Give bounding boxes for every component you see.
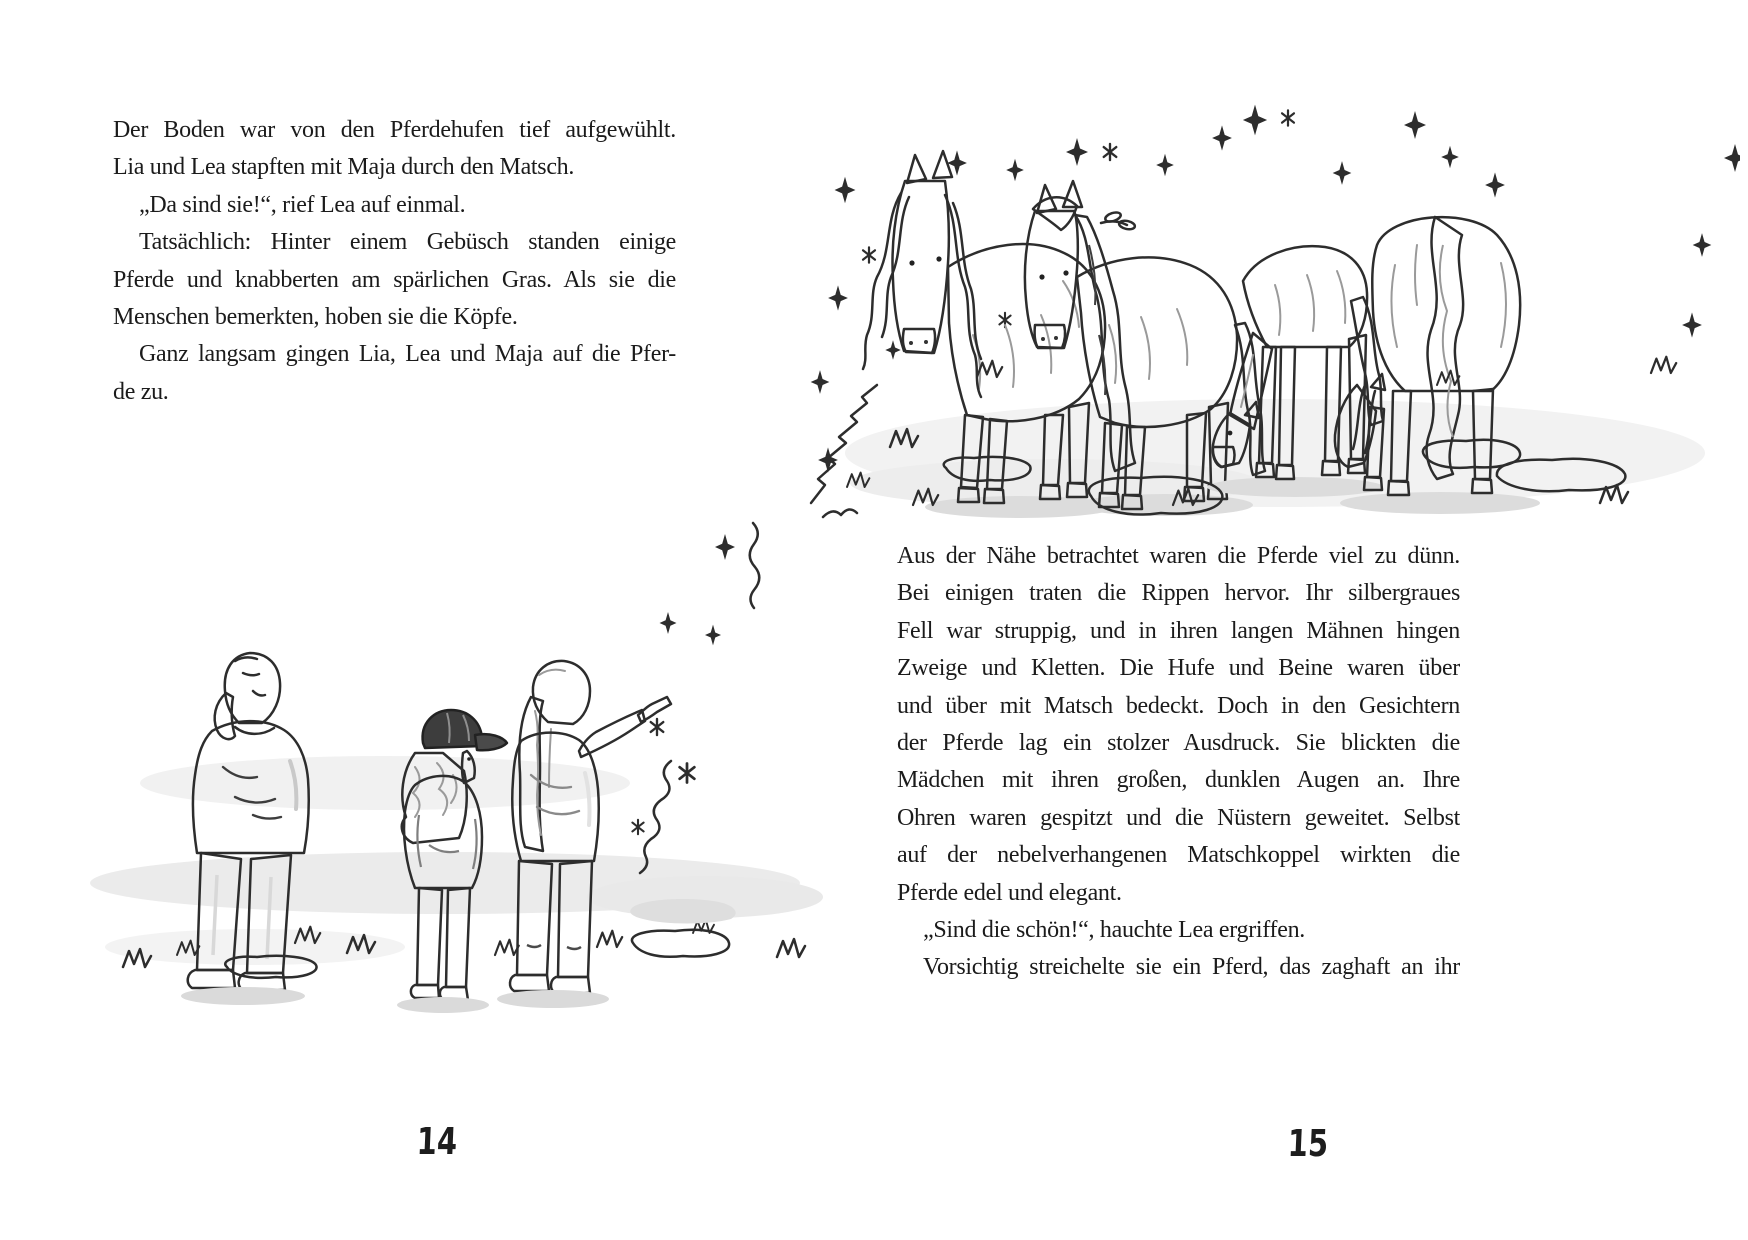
- text-line: Menschen bemerkten, hoben sie die Köpfe.: [113, 304, 518, 331]
- text-line: Ganz langsam gingen Lia, Lea und Maja auf die Pfer-: [139, 341, 676, 368]
- horse-ear: [907, 155, 926, 183]
- puddle: [632, 930, 729, 957]
- twig-in-mane: [1101, 211, 1136, 231]
- horse-muzzle: [903, 329, 935, 353]
- text-line: Fell war struppig, und in ihren langen Mähnen hingen: [897, 617, 1460, 644]
- text-line: Tatsächlich: Hinter einem Gebüsch standen einige: [139, 229, 676, 256]
- scribble: [823, 509, 857, 517]
- text-line: de zu.: [113, 378, 169, 405]
- pointing-hand: [638, 697, 671, 722]
- horse-head: [1025, 211, 1078, 348]
- text-line: und über mit Matsch bedeckt. Doch in den Gesichtern: [897, 692, 1460, 719]
- text-line: der Pferde lag ein stolzer Ausdruck. Sie blickten die: [897, 730, 1460, 757]
- figure-lea-pointing: [497, 661, 671, 1008]
- girls-illustration: [85, 515, 825, 1015]
- shoe: [188, 970, 235, 988]
- page-number: 15: [1286, 1121, 1330, 1165]
- cap-brim: [475, 734, 507, 750]
- sparkles: [632, 523, 759, 913]
- scribble-line: [750, 523, 760, 608]
- text-line: Der Boden war von den Pferdehufen tief aufgewühlt.: [113, 117, 676, 143]
- text-line: Mädchen mit ihren großen, dunklen Augen an. Ihre: [897, 767, 1460, 794]
- horse-body: [1243, 246, 1367, 347]
- shoe: [510, 975, 549, 991]
- baseball-cap: [423, 710, 482, 748]
- page-15: [874, 0, 1748, 1240]
- text-line: Aus der Nähe betrachtet waren die Pferde viel zu dünn.: [897, 543, 1460, 569]
- puddle-gray: [630, 899, 735, 924]
- horse-head: [893, 181, 949, 353]
- text-line: Lia und Lea stapften mit Maja durch den Matsch.: [113, 154, 575, 181]
- text-line: Pferde edel und elegant.: [897, 879, 1122, 906]
- text-line: „Da sind sie!“, rief Lea auf einmal.: [139, 191, 466, 218]
- ponytail: [215, 693, 235, 739]
- horse-mane: [863, 193, 981, 397]
- text-line: Pferde und knabberten am spärlichen Gras. Als sie die: [113, 266, 676, 293]
- horse-ear: [1371, 374, 1385, 390]
- page-15-text: [897, 538, 1460, 987]
- page-14-text: [113, 112, 676, 411]
- text-line: „Sind die schön!“, hauchte Lea ergriffen.: [923, 917, 1305, 944]
- text-line: auf der nebelverhangenen Matschkoppel wirkten die: [897, 842, 1460, 869]
- text-line: Ohren waren gespitzt und die Nüstern geweitet. Selbst: [897, 804, 1460, 831]
- horses-illustration: [805, 85, 1740, 530]
- horse-ear: [933, 151, 952, 178]
- shoe: [411, 985, 439, 998]
- text-line: Zweige und Kletten. Die Hufe und Beine waren über: [897, 655, 1460, 682]
- page-number: 14: [415, 1119, 459, 1163]
- dark-forelock: [1033, 197, 1077, 230]
- text-line: Bei einigen traten die Rippen hervor. Ihr silbergraues: [897, 580, 1460, 607]
- text-line: Vorsichtig streichelte sie ein Pferd, das zaghaft an ihr: [923, 954, 1460, 981]
- scribble-line: [640, 761, 671, 873]
